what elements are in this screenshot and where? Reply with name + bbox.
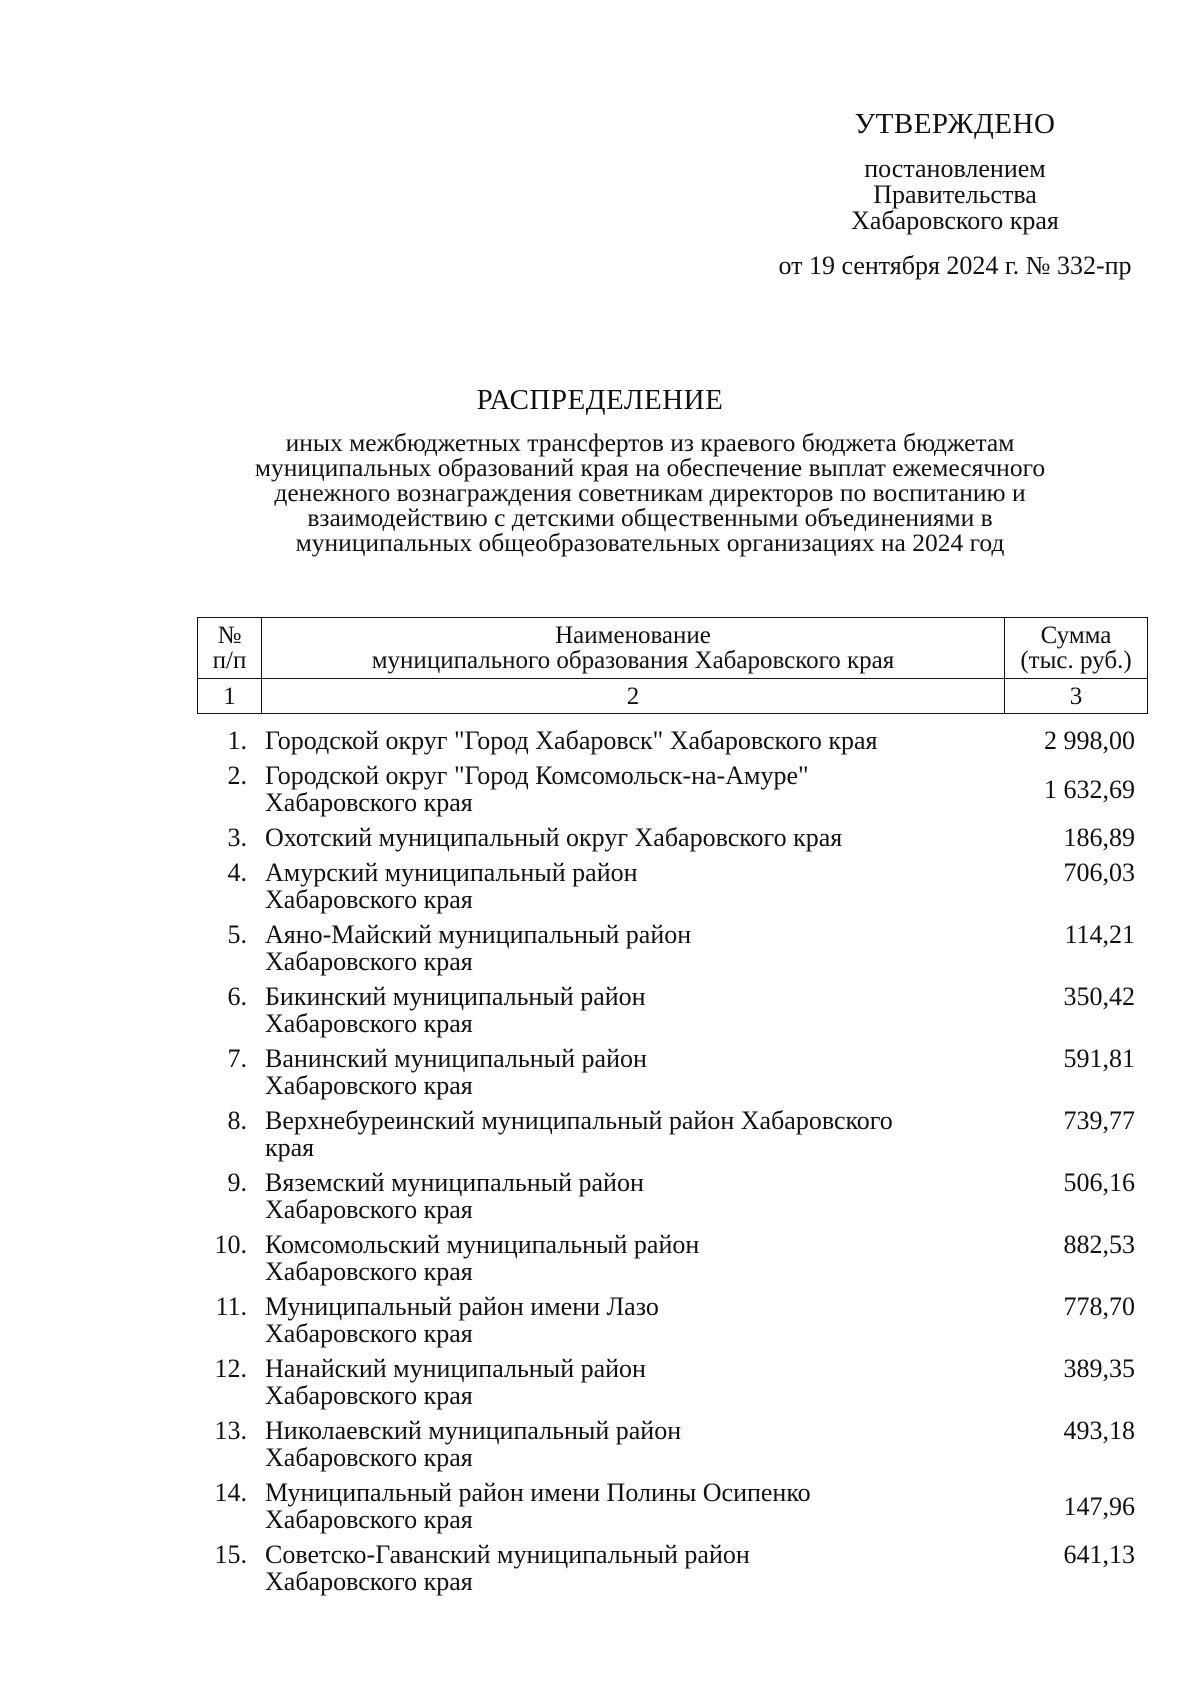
row-sum: 706,03: [1063, 858, 1135, 887]
index-cell: 3: [1005, 679, 1148, 714]
table-row: [197, 1169, 1147, 1223]
table-row: [197, 921, 1147, 975]
table-row: [197, 983, 1147, 1037]
table-row: [197, 1107, 1147, 1161]
row-sum: 778,70: [1063, 1292, 1135, 1321]
row-name-line: Вяземский муниципальный район: [265, 1168, 644, 1197]
approval-line-2: Правительства: [873, 180, 1037, 209]
row-name-line: Аяно-Майский муниципальный район: [265, 920, 692, 949]
row-number: 7.: [227, 1044, 247, 1073]
table-row: [197, 1293, 1147, 1347]
row-name: [265, 1169, 955, 1223]
row-sum: 641,13: [1063, 1540, 1135, 1569]
subtitle-line: муниципальных общеобразовательных организациях на 2024 год: [295, 528, 1005, 557]
row-number: 10.: [214, 1230, 247, 1259]
table-row: [197, 1045, 1147, 1099]
header-name: [262, 618, 1005, 679]
row-name-line: Хабаровского края: [265, 788, 473, 817]
row-name-line: Городской округ "Город Комсомольск-на-Амуре": [265, 761, 809, 790]
table-header: [197, 617, 1148, 714]
row-sum: 114,21: [1064, 920, 1135, 949]
row-name-line: Комсомольский муниципальный район: [265, 1230, 700, 1259]
row-name-line: Хабаровского края: [265, 1257, 473, 1286]
subtitle-line: денежного вознаграждения советникам директоров по воспитанию и: [274, 478, 1026, 507]
row-name-line: Хабаровского края: [265, 1381, 473, 1410]
table-body: [197, 727, 1147, 1603]
table-row: [197, 1479, 1147, 1533]
row-name: [265, 1355, 955, 1409]
row-sum: 882,53: [1063, 1230, 1135, 1259]
row-number: 1.: [227, 726, 247, 755]
table-row: [197, 1355, 1147, 1409]
row-number: 11.: [215, 1292, 247, 1321]
row-name: [265, 859, 955, 913]
row-name-line: Охотский муниципальный округ Хабаровского края: [265, 823, 843, 852]
row-sum: 493,18: [1063, 1416, 1135, 1445]
document-subtitle: [180, 430, 1120, 555]
row-name-line: Ванинский муниципальный район: [265, 1044, 647, 1073]
row-name-line: Амурский муниципальный район: [265, 858, 638, 887]
index-cell: 2: [262, 679, 1005, 714]
table-row: [197, 1541, 1147, 1595]
table-row: [197, 762, 1147, 816]
header-name-line: Наименование: [555, 622, 711, 649]
row-number: 13.: [214, 1416, 247, 1445]
row-name-line: Николаевский муниципальный район: [265, 1416, 682, 1445]
table-row: [197, 727, 1147, 754]
row-number: 3.: [227, 823, 247, 852]
row-name: [265, 921, 955, 975]
header-num-line: №: [217, 622, 242, 649]
row-number: 14.: [214, 1478, 247, 1507]
subtitle-line: иных межбюджетных трансфертов из краевого бюджета бюджетам: [285, 428, 1015, 457]
row-sum: 186,89: [1063, 823, 1135, 852]
row-sum: 591,81: [1063, 1044, 1135, 1073]
row-name-line: Хабаровского края: [265, 1195, 473, 1224]
table-row: [197, 1231, 1147, 1285]
row-number: 9.: [227, 1168, 247, 1197]
index-cell: 1: [198, 679, 262, 714]
row-name: [265, 1107, 955, 1161]
row-name: [265, 983, 955, 1037]
approval-heading: УТВЕРЖДЕНО: [854, 108, 1056, 140]
approval-date: от 19 сентября 2024 г. № 332-пр: [778, 251, 1132, 280]
row-number: 8.: [227, 1106, 247, 1135]
row-name-line: Городской округ "Город Хабаровск" Хабаровского края: [265, 726, 878, 755]
approval-line-1: постановлением: [864, 154, 1046, 183]
header-sum: [1005, 618, 1148, 679]
approval-block: [720, 108, 1190, 280]
row-name-line: Муниципальный район имени Полины Осипенко: [265, 1478, 811, 1507]
row-name-line: Советско-Гаванский муниципальный район: [265, 1540, 750, 1569]
row-name: [265, 762, 955, 816]
header-name-line: муниципального образования Хабаровского края: [371, 647, 895, 674]
row-name-line: Хабаровского края: [265, 1505, 473, 1534]
row-sum: 2 998,00: [1044, 726, 1135, 755]
row-name-line: Хабаровского края: [265, 1443, 473, 1472]
row-sum: 739,77: [1063, 1106, 1135, 1135]
row-number: 2.: [227, 761, 247, 790]
subtitle-line: взаимодействию с детскими общественными объединениями в: [307, 503, 993, 532]
row-number: 6.: [227, 982, 247, 1011]
header-sum-line: Сумма: [1040, 622, 1112, 649]
row-sum: 506,16: [1063, 1168, 1135, 1197]
row-sum: 1 632,69: [1044, 774, 1135, 804]
row-number: 15.: [214, 1540, 247, 1569]
row-name-line: края: [265, 1133, 315, 1162]
row-name-line: Хабаровского края: [265, 1567, 473, 1596]
row-name-line: Хабаровского края: [265, 1009, 473, 1038]
row-name: [265, 727, 955, 754]
row-name-line: Хабаровского края: [265, 1319, 473, 1348]
header-sum-line: (тыс. руб.): [1020, 647, 1132, 674]
row-name-line: Хабаровского края: [265, 1071, 473, 1100]
approval-line-3: Хабаровского края: [851, 206, 1059, 235]
row-name-line: Бикинский муниципальный район: [265, 982, 646, 1011]
row-name: [265, 1045, 955, 1099]
row-name: [265, 1541, 955, 1595]
row-number: 4.: [227, 858, 247, 887]
row-name: [265, 824, 955, 851]
row-name-line: Верхнебуреинский муниципальный район Хабаровского: [265, 1106, 893, 1135]
row-name-line: Хабаровского края: [265, 947, 473, 976]
row-number: 12.: [214, 1354, 247, 1383]
row-sum: 350,42: [1063, 982, 1135, 1011]
header-num-line: п/п: [212, 647, 247, 674]
document-title: РАСПРЕДЕЛЕНИЕ: [476, 384, 724, 416]
header-num: [198, 618, 262, 679]
row-name: [265, 1417, 955, 1471]
table-row: [197, 1417, 1147, 1471]
subtitle-line: муниципальных образований края на обеспечение выплат ежемесячного: [254, 453, 1046, 482]
row-name: [265, 1479, 955, 1533]
row-name: [265, 1231, 955, 1285]
row-name-line: Хабаровского края: [265, 885, 473, 914]
table-row: [197, 824, 1147, 851]
row-sum: 147,96: [1063, 1491, 1135, 1521]
row-number: 5.: [227, 920, 247, 949]
row-sum: 389,35: [1063, 1354, 1135, 1383]
row-name-line: Нанайский муниципальный район: [265, 1354, 646, 1383]
row-name: [265, 1293, 955, 1347]
table-row: [197, 859, 1147, 913]
row-name-line: Муниципальный район имени Лазо: [265, 1292, 659, 1321]
